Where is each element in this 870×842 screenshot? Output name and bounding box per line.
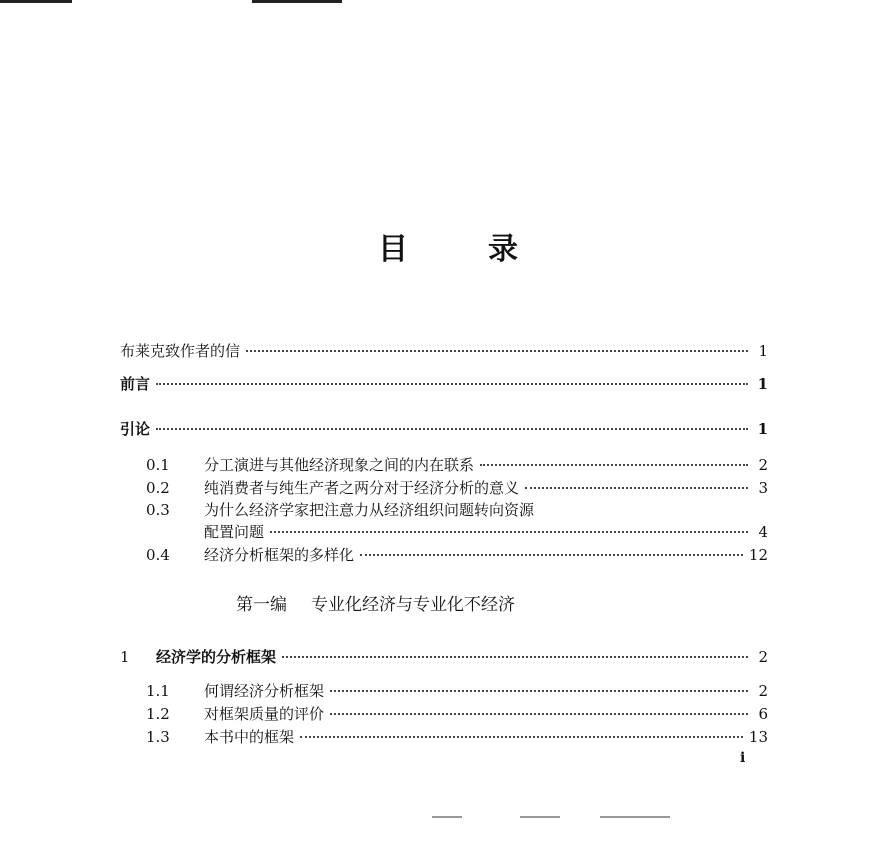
- toc-leader-dots: [480, 464, 748, 466]
- toc-page-number: 13: [748, 728, 768, 746]
- page-title: [378, 224, 518, 267]
- toc-page-number: 2: [758, 682, 768, 700]
- toc-leader-dots: [330, 713, 748, 715]
- toc-entry-text: 经济分析框架的多样化: [204, 546, 355, 564]
- toc-leader-dots: [246, 350, 748, 352]
- toc-chapter-number: 1: [120, 648, 130, 666]
- toc-section-number: 0.1: [146, 456, 170, 474]
- scan-edge-left: [0, 0, 72, 3]
- toc-page-number: 3: [758, 479, 768, 497]
- page-folio: i: [740, 750, 746, 766]
- part-label: 第一编: [236, 595, 287, 615]
- scan-edge-right: [252, 0, 342, 3]
- toc-page-number: 6: [758, 705, 768, 723]
- part-title: 专业化经济与专业化不经济: [311, 595, 515, 615]
- toc-leader-dots: [525, 487, 748, 489]
- toc-entry-0-3[interactable]: [146, 499, 768, 520]
- bleed-through-mark: [432, 816, 462, 818]
- toc-page-number: 12: [748, 546, 768, 564]
- toc-leader-dots: [156, 428, 748, 430]
- toc-entry-text: 引论: [120, 420, 151, 438]
- toc-entry-1-3[interactable]: [146, 726, 768, 747]
- toc-entry-text: 纯消费者与纯生产者之两分对于经济分析的意义: [204, 479, 520, 497]
- toc-entry-text: 对框架质量的评价: [204, 705, 325, 723]
- toc-leader-dots: [330, 690, 748, 692]
- toc-page-number: 1: [757, 420, 768, 438]
- toc-leader-dots: [156, 383, 748, 385]
- toc-page-number: 2: [758, 456, 768, 474]
- toc-section-number: 1.3: [146, 728, 170, 746]
- toc-entry-text-continued: 配置问题: [204, 523, 265, 541]
- toc-page-number: 4: [758, 523, 768, 541]
- toc-entry-chapter-1[interactable]: [120, 646, 768, 667]
- bleed-through-mark: [600, 816, 670, 818]
- toc-entry-preface[interactable]: [120, 373, 768, 394]
- toc-page-number: 1: [757, 375, 768, 393]
- toc-section-number: 1.2: [146, 705, 170, 723]
- toc-entry-text: 为什么经济学家把注意力从经济组织问题转向资源: [204, 501, 535, 519]
- title-char-2: 录: [488, 232, 518, 267]
- toc-entry-text: 分工演进与其他经济现象之间的内在联系: [204, 456, 475, 474]
- toc-entry-letter[interactable]: [120, 340, 768, 361]
- toc-entry-0-4[interactable]: [146, 544, 768, 565]
- toc-entry-0-3-cont[interactable]: [204, 521, 768, 542]
- toc-section-number: 1.1: [146, 682, 170, 700]
- toc-entry-text: 何谓经济分析框架: [204, 682, 325, 700]
- toc-leader-dots: [282, 656, 748, 658]
- toc-entry-text: 经济学的分析框架: [156, 648, 277, 666]
- toc-entry-0-2[interactable]: [146, 477, 768, 498]
- bleed-through-mark: [520, 816, 560, 818]
- toc-entry-1-2[interactable]: [146, 703, 768, 724]
- toc-section-number: 0.2: [146, 479, 170, 497]
- title-char-1: 目: [378, 232, 408, 267]
- part-heading: [236, 590, 515, 615]
- toc-leader-dots: [300, 736, 743, 738]
- toc-leader-dots: [360, 554, 743, 556]
- toc-entry-0-1[interactable]: [146, 454, 768, 475]
- toc-page-number: 1: [758, 342, 768, 360]
- toc-leader-dots: [270, 531, 748, 533]
- toc-page-number: 2: [758, 648, 768, 666]
- toc-entry-introduction[interactable]: [120, 418, 768, 439]
- toc-section-number: 0.4: [146, 546, 170, 564]
- toc-entry-text: 前言: [120, 375, 151, 393]
- toc-entry-1-1[interactable]: [146, 680, 768, 701]
- toc-section-number: 0.3: [146, 501, 170, 519]
- toc-entry-text: 布莱克致作者的信: [120, 342, 241, 360]
- toc-entry-text: 本书中的框架: [204, 728, 295, 746]
